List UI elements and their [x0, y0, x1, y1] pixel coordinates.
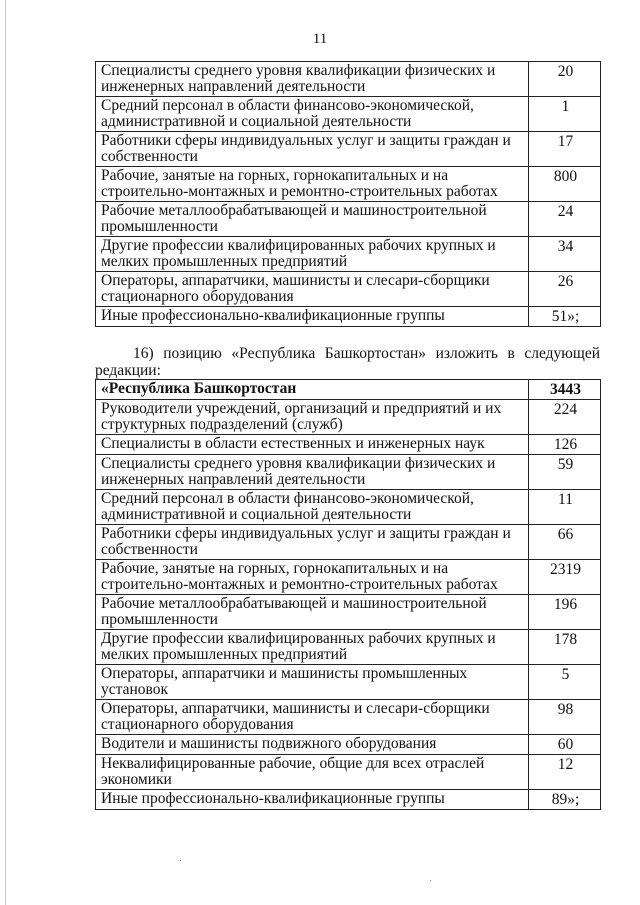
- row-label: Специалисты в области естественных и инженерных наук: [96, 435, 529, 455]
- page-edge-line: [5, 0, 6, 905]
- scan-speck: [430, 880, 431, 881]
- table-row: [96, 790, 601, 810]
- row-label: Специалисты среднего уровня квалификации физических и инженерных направлений деятельности: [96, 455, 529, 490]
- table-row: [96, 62, 601, 97]
- row-value: 34: [529, 237, 601, 272]
- table-header-row: [96, 380, 601, 400]
- row-value: 89»;: [529, 790, 601, 810]
- row-label: Водители и машинисты подвижного оборудования: [96, 735, 529, 755]
- row-value: 1: [529, 97, 601, 132]
- row-label: Рабочие металлообрабатывающей и машиностроительной промышленности: [96, 595, 529, 630]
- row-label: Рабочие металлообрабатывающей и машиностроительной промышленности: [96, 202, 529, 237]
- row-value: 126: [529, 435, 601, 455]
- row-label: Средний персонал в области финансово-экономической, административной и социальной деятельности: [96, 97, 529, 132]
- table-row: [96, 490, 601, 525]
- row-value: 98: [529, 700, 601, 735]
- row-value: 178: [529, 630, 601, 665]
- row-value: 800: [529, 167, 601, 202]
- row-value: 60: [529, 735, 601, 755]
- row-label: Иные профессионально-квалификационные группы: [96, 307, 529, 327]
- row-value: 224: [529, 400, 601, 435]
- page-number: 11: [312, 31, 328, 47]
- row-label: Работники сферы индивидуальных услуг и защиты граждан и собственности: [96, 525, 529, 560]
- region-total: 3443: [529, 380, 601, 400]
- row-value: 12: [529, 755, 601, 790]
- table-row: [96, 630, 601, 665]
- table-row: [96, 525, 601, 560]
- row-label: Иные профессионально-квалификационные группы: [96, 790, 529, 810]
- row-value: 11: [529, 490, 601, 525]
- occupation-table-continued: [95, 61, 601, 327]
- row-label: Неквалифицированные рабочие, общие для всех отраслей экономики: [96, 755, 529, 790]
- region-name: «Республика Башкортостан: [96, 380, 529, 400]
- table-row: [96, 700, 601, 735]
- table-row: [96, 455, 601, 490]
- row-label: Работники сферы индивидуальных услуг и защиты граждан и собственности: [96, 132, 529, 167]
- table-row: [96, 755, 601, 790]
- row-value: 17: [529, 132, 601, 167]
- table-row: [96, 595, 601, 630]
- table-row: [96, 272, 601, 307]
- row-label: Специалисты среднего уровня квалификации физических и инженерных направлений деятельности: [96, 62, 529, 97]
- table-row: [96, 435, 601, 455]
- row-label: Операторы, аппаратчики и машинисты промышленных установок: [96, 665, 529, 700]
- row-label: Другие профессии квалифицированных рабочих крупных и мелких промышленных предприятий: [96, 237, 529, 272]
- table-row: [96, 665, 601, 700]
- row-value: 51»;: [529, 307, 601, 327]
- row-label: Рабочие, занятые на горных, горнокапитальных и на строительно-монтажных и ремонтно-строительных работах: [96, 560, 529, 595]
- row-label: Рабочие, занятые на горных, горнокапитальных и на строительно-монтажных и ремонтно-строительных работах: [96, 167, 529, 202]
- row-value: 26: [529, 272, 601, 307]
- row-value: 66: [529, 525, 601, 560]
- table-row: [96, 202, 601, 237]
- row-label: Другие профессии квалифицированных рабочих крупных и мелких промышленных предприятий: [96, 630, 529, 665]
- table-row: [96, 400, 601, 435]
- row-value: 2319: [529, 560, 601, 595]
- row-label: Руководители учреждений, организаций и предприятий и их структурных подразделений (служб): [96, 400, 529, 435]
- amendment-paragraph: 16) позицию «Республика Башкортостан» изложить в следующей редакции:: [95, 345, 600, 379]
- scan-speck: [180, 860, 181, 861]
- table-row: [96, 307, 601, 327]
- table-row: [96, 237, 601, 272]
- table-row: [96, 97, 601, 132]
- row-label: Операторы, аппаратчики, машинисты и слесари-сборщики стационарного оборудования: [96, 700, 529, 735]
- row-value: 5: [529, 665, 601, 700]
- table-row: [96, 132, 601, 167]
- row-value: 59: [529, 455, 601, 490]
- table-row: [96, 167, 601, 202]
- table-row: [96, 735, 601, 755]
- row-label: Средний персонал в области финансово-экономической, административной и социальной деятельности: [96, 490, 529, 525]
- row-value: 24: [529, 202, 601, 237]
- row-value: 196: [529, 595, 601, 630]
- table-row: [96, 560, 601, 595]
- bashkortostan-occupation-table: [95, 379, 601, 810]
- row-label: Операторы, аппаратчики, машинисты и слесари-сборщики стационарного оборудования: [96, 272, 529, 307]
- row-value: 20: [529, 62, 601, 97]
